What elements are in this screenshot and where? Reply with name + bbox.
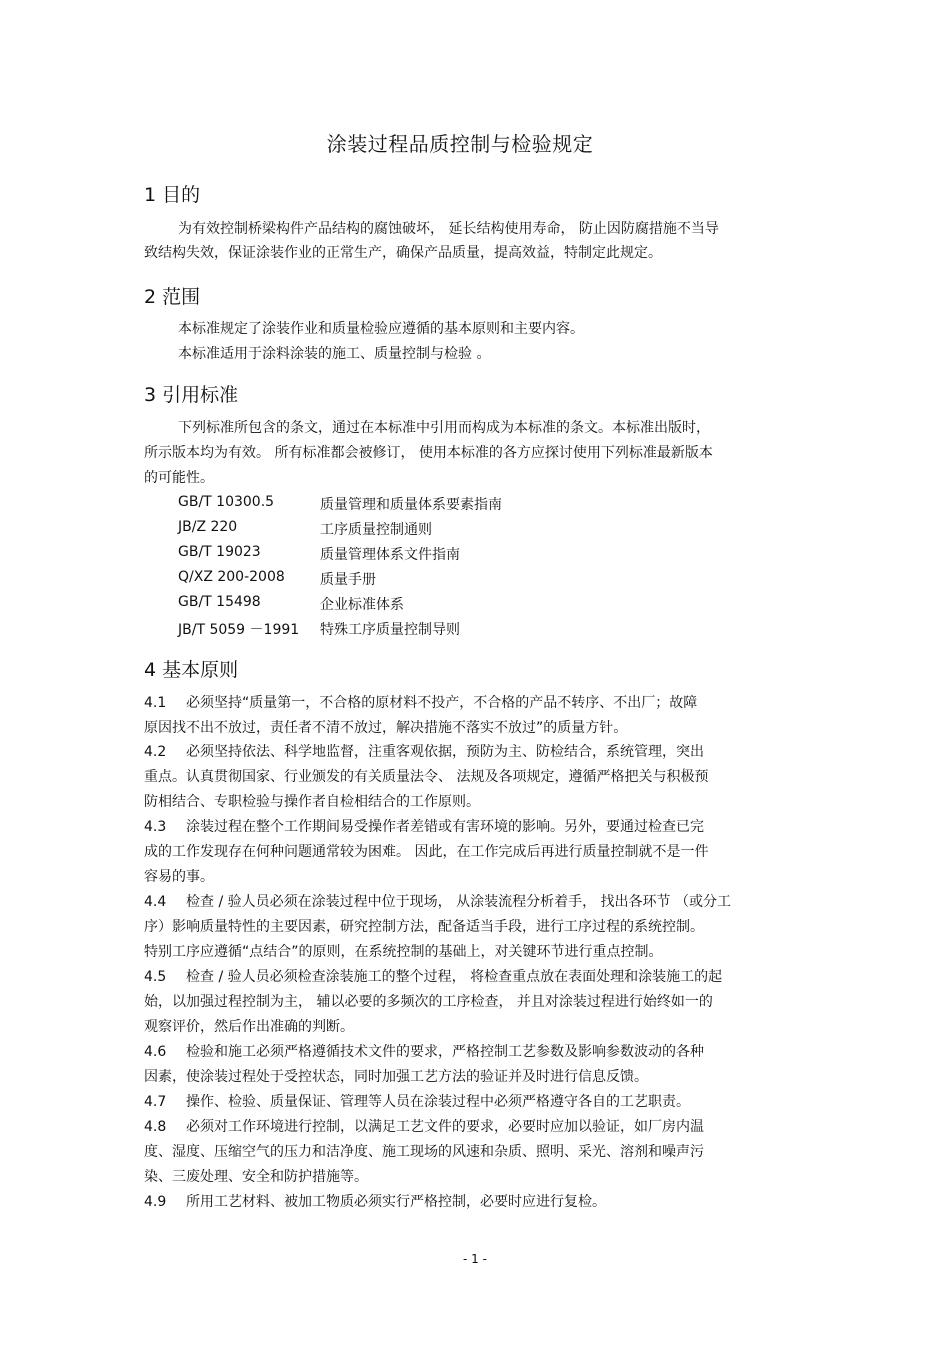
clause-line: 防相结合、专职检验与操作者自检相结合的工作原则。 bbox=[144, 794, 480, 810]
clause-line bbox=[144, 1118, 704, 1136]
section-heading-scope: 2 范围 bbox=[144, 286, 201, 308]
clause-number: 4.1 bbox=[144, 695, 167, 711]
paragraph-line: 的可能性。 bbox=[144, 470, 214, 486]
clause-text: 必须坚持“质量第一，不合格的原材料不投产，不合格的产品不转序、不出厂；故障 bbox=[186, 695, 698, 711]
standard-code: GB/T 10300.5 bbox=[178, 494, 275, 510]
clause-number: 4.5 bbox=[144, 969, 167, 985]
document-title: 涂装过程品质控制与检验规定 bbox=[326, 132, 594, 156]
clause-number: 4.2 bbox=[144, 744, 167, 760]
clause-line bbox=[144, 1093, 690, 1111]
clause-text: 检查 / 验人员必须在涂装过程中位于现场， 从涂装流程分析着手， 找出各环节 （或分工 bbox=[186, 894, 731, 910]
clause-line: 染、三废处理、安全和防护措施等。 bbox=[144, 1169, 368, 1185]
clause-line: 观察评价，然后作出准确的判断。 bbox=[144, 1019, 354, 1035]
standard-name: 特殊工序质量控制导则 bbox=[320, 622, 460, 638]
standard-name: 质量管理和质量体系要素指南 bbox=[320, 497, 502, 513]
paragraph-line: 本标准适用于涂料涂装的施工、质量控制与检验 。 bbox=[178, 346, 491, 362]
clause-text: 操作、检验、质量保证、管理等人员在涂装过程中必须严格遵守各自的工艺职责。 bbox=[186, 1094, 690, 1110]
section-heading-principles: 4 基本原则 bbox=[144, 659, 239, 681]
standard-name: 质量管理体系文件指南 bbox=[320, 547, 460, 563]
clause-line: 度、湿度、压缩空气的压力和洁净度、施工现场的风速和杂质、照明、采光、溶剂和噪声污 bbox=[144, 1144, 704, 1160]
standard-code: JB/T 5059 －1991 bbox=[178, 622, 300, 638]
clause-text: 所用工艺材料、被加工物质必须实行严格控制，必要时应进行复检。 bbox=[186, 1194, 606, 1210]
clause-line bbox=[144, 893, 731, 911]
standard-code: JB/Z 220 bbox=[178, 519, 238, 535]
standard-code: GB/T 15498 bbox=[178, 594, 261, 610]
clause-number: 4.4 bbox=[144, 894, 167, 910]
standard-name: 工序质量控制通则 bbox=[320, 522, 432, 538]
clause-line bbox=[144, 743, 704, 761]
section-heading-purpose: 1 目的 bbox=[144, 184, 201, 206]
clause-text: 涂装过程在整个工作期间易受操作者差错或有害环境的影响。另外，要通过检查已完 bbox=[186, 819, 704, 835]
page-number: - 1 - bbox=[463, 1252, 487, 1266]
paragraph-line: 所示版本均为有效。 所有标准都会被修订， 使用本标准的各方应探讨使用下列标准最新版本 bbox=[144, 445, 713, 461]
clause-line bbox=[144, 968, 722, 986]
clause-line: 原因找不出不放过，责任者不清不放过，解决措施不落实不放过”的质量方针。 bbox=[144, 720, 628, 736]
standard-code: Q/XZ 200-2008 bbox=[178, 569, 285, 585]
clause-text: 检查 / 验人员必须检查涂装施工的整个过程， 将检查重点放在表面处理和涂装施工的起 bbox=[186, 969, 723, 985]
clause-number: 4.8 bbox=[144, 1119, 167, 1135]
standard-code: GB/T 19023 bbox=[178, 544, 261, 560]
paragraph-line: 本标准规定了涂装作业和质量检验应遵循的基本原则和主要内容。 bbox=[178, 321, 584, 337]
paragraph-line: 为有效控制桥梁构件产品结构的腐蚀破坏， 延长结构使用寿命， 防止因防腐措施不当导 bbox=[178, 221, 719, 237]
clause-line: 序）影响质量特性的主要因素，研究控制方法，配备适当手段，进行工序过程的系统控制。 bbox=[144, 919, 704, 935]
clause-line: 容易的事。 bbox=[144, 869, 214, 885]
clause-line: 因素，使涂装过程处于受控状态，同时加强工艺方法的验证并及时进行信息反馈。 bbox=[144, 1069, 648, 1085]
clause-line: 始，以加强过程控制为主， 辅以必要的多频次的工序检查， 并且对涂装过程进行始终如一的 bbox=[144, 994, 713, 1010]
clause-line bbox=[144, 818, 704, 836]
clause-line: 特别工序应遵循“点结合”的原则，在系统控制的基础上，对关键环节进行重点控制。 bbox=[144, 944, 663, 960]
clause-line: 成的工作发现存在何种问题通常较为困难。 因此，在工作完成后再进行质量控制就不是一件 bbox=[144, 844, 709, 860]
standard-name: 企业标准体系 bbox=[320, 597, 404, 613]
standard-name: 质量手册 bbox=[320, 572, 376, 588]
clause-number: 4.9 bbox=[144, 1194, 167, 1210]
clause-number: 4.3 bbox=[144, 819, 167, 835]
clause-line bbox=[144, 1193, 606, 1211]
clause-text: 检验和施工必须严格遵循技术文件的要求，严格控制工艺参数及影响参数波动的各种 bbox=[186, 1044, 704, 1060]
section-heading-references: 3 引用标准 bbox=[144, 384, 239, 406]
clause-text: 必须坚持依法、科学地监督，注重客观依据，预防为主、防检结合，系统管理，突出 bbox=[186, 744, 704, 760]
clause-line bbox=[144, 1043, 704, 1061]
paragraph-line: 致结构失效，保证涂装作业的正常生产，确保产品质量，提高效益，特制定此规定。 bbox=[144, 245, 662, 261]
clause-number: 4.7 bbox=[144, 1094, 167, 1110]
clause-number: 4.6 bbox=[144, 1044, 167, 1060]
paragraph-line: 下列标准所包含的条文，通过在本标准中引用而构成为本标准的条文。本标准出版时， bbox=[178, 420, 710, 436]
clause-text: 必须对工作环境进行控制，以满足工艺文件的要求，必要时应加以验证，如厂房内温 bbox=[186, 1119, 704, 1135]
clause-line bbox=[144, 694, 697, 712]
clause-line: 重点。认真贯彻国家、行业颁发的有关质量法令、 法规及各项规定，遵循严格把关与积极预 bbox=[144, 769, 709, 785]
